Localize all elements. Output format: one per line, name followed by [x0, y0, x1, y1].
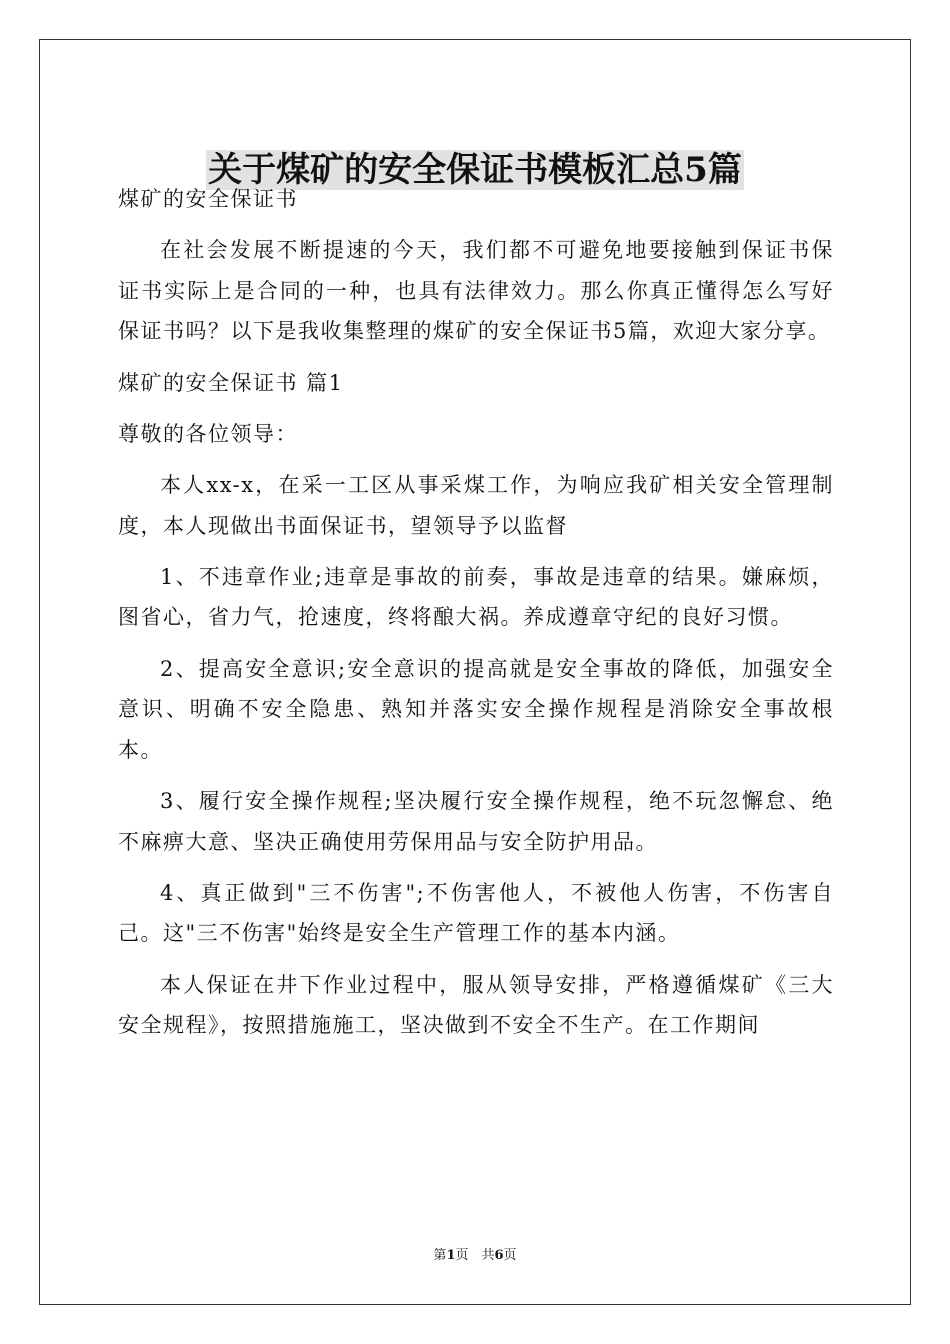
document-body: [118, 179, 834, 1056]
page-footer: [0, 1247, 950, 1265]
paragraph: 1、不违章作业;违章是事故的前奏，事故是违章的结果。嫌麻烦，图省心，省力气，抢速度，终将酿大祸。养成遵章守纪的良好习惯。: [118, 564, 834, 630]
paragraph: 煤矿的安全保证书: [118, 187, 298, 211]
footer-suffix: 页: [503, 1248, 517, 1263]
footer-prefix: 第: [433, 1248, 447, 1263]
footer-current-page: 1: [446, 1248, 456, 1263]
paragraph: 3、履行安全操作规程;坚决履行安全操作规程，绝不玩忽懈怠、绝不麻痹大意、坚决正确使用劳保用品与安全防护用品。: [118, 789, 834, 854]
title-text: 关于煤矿的安全保证书模板汇总5篇: [208, 149, 742, 190]
paragraph: 尊敬的各位领导：: [118, 421, 298, 446]
paragraph: 4、真正做到"三不伤害";不伤害他人，不被他人伤害，不伤害自己。这"三不伤害"始终是安全生产管理工作的基本内涵。: [118, 880, 834, 946]
footer-total-pages: 6: [494, 1248, 504, 1263]
paragraph: 本人保证在井下作业过程中，服从领导安排，严格遵循煤矿《三大安全规程》，按照措施施工，坚决做到不安全不生产。在工作期间: [118, 972, 834, 1038]
paragraph: 本人xx-x，在采一工区从事采煤工作，为响应我矿相关安全管理制度，本人现做出书面保证书，望领导予以监督: [118, 473, 834, 538]
footer-mid: 页 共: [455, 1248, 495, 1263]
paragraph: 在社会发展不断提速的今天，我们都不可避免地要接触到保证书保证书实际上是合同的一种，也具有法律效力。那么你真正懂得怎么写好保证书吗？以下是我收集整理的煤矿的安全保证书5篇，欢迎大家分享。: [118, 238, 834, 344]
paragraph: 2、提高安全意识;安全意识的提高就是安全事故的降低，加强安全意识、明确不安全隐患、熟知并落实安全操作规程是消除安全事故根本。: [118, 656, 834, 762]
paragraph: 煤矿的安全保证书 篇1: [118, 370, 344, 395]
